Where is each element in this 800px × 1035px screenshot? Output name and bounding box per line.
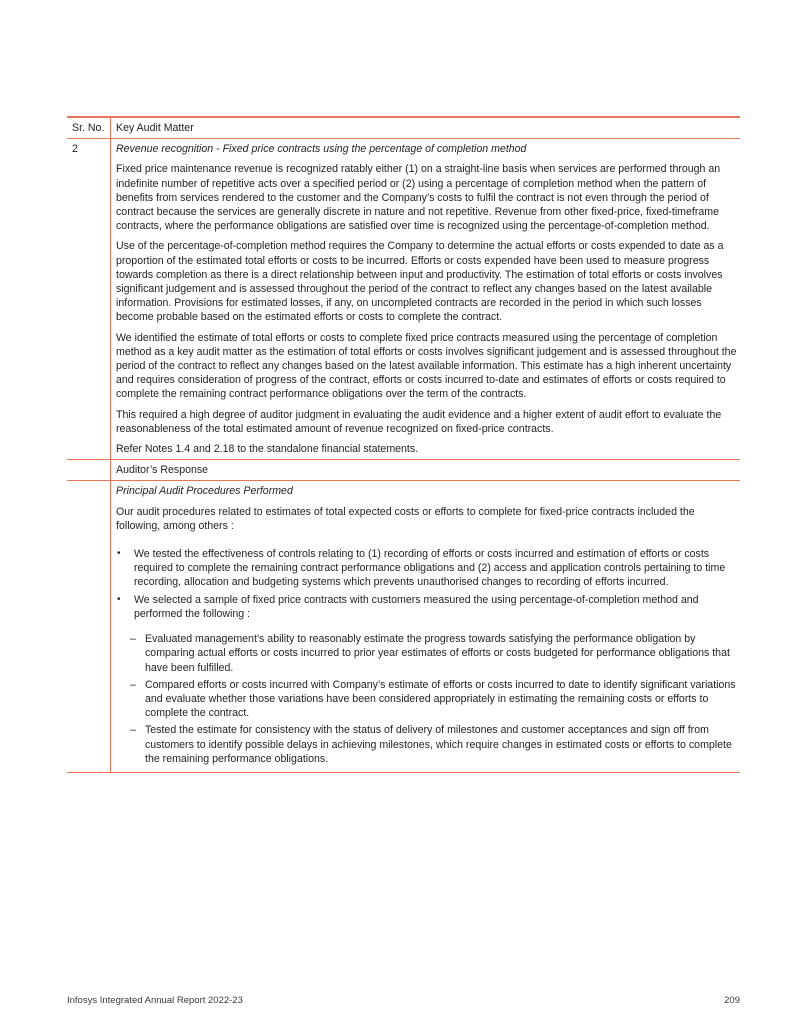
matter-title: Revenue recognition - Fixed price contracts using the percentage of completion method <box>116 143 527 156</box>
list-item: – Evaluated management’s ability to reasonably estimate the progress towards satisfying the performance obligation by comparing actual efforts or costs incurred to prior year estimates of efforts or costs budgeted for performance obligations that have been fulfilled. <box>130 632 740 675</box>
matter-notes-reference: Refer Notes 1.4 and 2.18 to the standalone financial statements. <box>116 443 419 456</box>
matter-content <box>111 139 740 459</box>
list-item: • We selected a sample of fixed price contracts with customers measured the using percentage-of-completion method and performed the following : <box>116 593 740 621</box>
page-number: 209 <box>724 995 740 1006</box>
matter-paragraph: We identified the estimate of total efforts or costs to complete fixed price contracts measured using the percentage of completion method as a key audit matter as the estimation of total efforts or costs involves significant judgement and is assessed throughout the period of the contract to reflect any changes based on the latest available information. This estimate has a high inherent uncertainty and requires consideration of progress of the contract, efforts or costs incurred to-date and estimates of efforts or costs required to complete the remaining contract performance obligations over the term of the contracts. <box>116 331 737 401</box>
procedures-intro: Our audit procedures related to estimates of total expected costs or efforts to complete for fixed-price contracts included the following, among others : <box>116 505 695 532</box>
sub-procedures-list <box>116 632 740 766</box>
matter-row <box>67 139 740 460</box>
matter-paragraph: Use of the percentage-of-completion method requires the Company to determine the actual efforts or costs expended to date as a proportion of the estimated total efforts or costs to be incurred. Efforts or costs expended have been used to measure progress towards completion as there is a direct relationship between input and productivity. The estimation of total efforts or costs involves significant judgement and is assessed throughout the period of the contract to reflect any changes based on the latest available information. Provisions for estimated losses, if any, on uncompleted contracts are recorded in the period in which such losses become probable based on the estimated efforts or costs to complete the contract. <box>116 240 724 324</box>
procedures-subtitle: Principal Audit Procedures Performed <box>116 485 293 498</box>
procedures-list <box>116 547 740 621</box>
matter-number: 2 <box>67 139 111 459</box>
sr-no-header: Sr. No. <box>67 118 111 138</box>
matter-paragraph: This required a high degree of auditor judgment in evaluating the audit evidence and a higher extent of audit effort to evaluate the reasonableness of the total estimated amount of revenue recognized on fixed-price contracts. <box>116 408 722 435</box>
empty-cell <box>67 460 111 480</box>
table-header-row <box>67 118 740 139</box>
auditors-response-header: Auditor’s Response <box>116 464 209 477</box>
key-audit-matter-header: Key Audit Matter <box>116 122 194 134</box>
key-audit-matter-table <box>67 116 740 773</box>
list-item: • We tested the effectiveness of controls relating to (1) recording of efforts or costs incurred and estimation of efforts or costs required to complete the remaining contract performance obligations and (2) access and application controls pertaining to time recording, allocation and budgeting systems which prevents unauthorised changes to recording of efforts incurred. <box>116 547 740 590</box>
response-header-row <box>67 460 740 481</box>
empty-cell <box>67 481 111 771</box>
list-item: – Compared efforts or costs incurred with Company’s estimate of efforts or costs incurred to date to identify significant variations and evaluate whether those variations have been considered appropriately in estimating the remaining costs or efforts to complete the contract. <box>130 678 740 721</box>
matter-paragraph: Fixed price maintenance revenue is recognized ratably either (1) on a straight-line basis when services are performed through an indefinite number of repetitive acts over a specified period or (2) using a percentage of completion method when the pattern of benefits from services rendered to the customer and the Company’s costs to fulfil the contract is not even through the period of contract because the services are generally discrete in nature and not repetitive. Revenue from other fixed-price, fixed-timeframe contracts, where the performance obligations are satisfied over time is recognized using the percentage-of-completion method. <box>116 163 721 233</box>
list-item: – Tested the estimate for consistency with the status of delivery of milestones and customer acceptances and sign off from customers to identify possible delays in achieving milestones, which require changes in estimated costs or efforts to complete the remaining performance obligations. <box>130 723 740 766</box>
response-content <box>111 481 740 771</box>
response-row <box>67 481 740 771</box>
report-title: Infosys Integrated Annual Report 2022-23 <box>67 995 243 1006</box>
